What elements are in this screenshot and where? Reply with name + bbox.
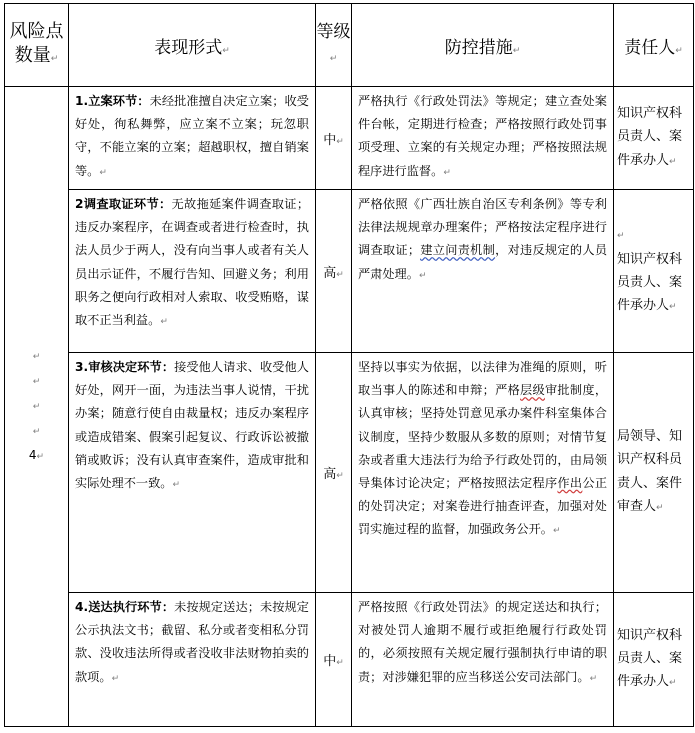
form-cell: 2调查取证环节：无故拖延案件调查取证；违反办案程序，在调查或者进行检查时，执法人员少于两人，没有向当事人或者有关人员出示证件，不履行告知、回避义务；利用职务之便向行政相对人索取、收受贿赂，谋取不正当利益。↵ (69, 190, 316, 353)
responsible-cell: 知识产权科员责人、案件承办人↵ (614, 593, 694, 727)
measures-cell: 坚持以事实为依据，以法律为准绳的原则，听取当事人的陈述和申辩；严格层级审批制度，认真审核；坚持处罚意见承办案件科室集体合议制度，坚持少数服从多数的原则；对情节复杂或者重大违法行为给予行政处罚的，由局领导集体讨论决定；严格按照法定程序作出公正的处罚决定；对案卷进行抽查评查，加强对处罚实施过程的监督，加强政务公开。↵ (352, 353, 614, 593)
table-row (5, 190, 694, 353)
form-cell: 4.送达执行环节：未按规定送达；未按规定公示执法文书；截留、私分或者变相私分罚款、没收违法所得或者没收非法财物拍卖的款项。↵ (69, 593, 316, 727)
table-row (5, 593, 694, 727)
table-row (5, 87, 694, 190)
header-risk-count: 风险点数量↵ (5, 4, 69, 87)
form-cell: 1.立案环节：未经批准擅自决定立案；收受好处，徇私舞弊，应立案不立案；玩忽职守，不能立案的立案；超越职权，擅自销案等。↵ (69, 87, 316, 190)
measures-cell: 严格依照《广西壮族自治区专利条例》等专利法律法规规章办理案件；严格按法定程序进行调查取证；建立问责机制，对违反规定的人员严肃处理。↵ (352, 190, 614, 353)
header-row (5, 4, 694, 87)
level-cell: 高↵ (316, 353, 352, 593)
responsible-cell: 知识产权科员责人、案件承办人↵ (614, 87, 694, 190)
measures-cell: 严格执行《行政处罚法》等规定；建立查处案件台帐，定期进行检查；严格按照行政处罚事项受理、立案的有关规定办理；严格按照法规程序进行监督。↵ (352, 87, 614, 190)
form-cell: 3.审核决定环节：接受他人请求、收受他人好处，网开一面，为违法当事人说情，干扰办案；随意行使自由裁量权；违反办案程序或造成错案、假案引起复议、行政诉讼被撤销或败诉；没有认真审查案件，造成审批和实际处理不一致。↵ (69, 353, 316, 593)
risk-control-table (4, 3, 694, 727)
table-row (5, 353, 694, 593)
level-cell: 中↵ (316, 593, 352, 727)
header-responsible: 责任人↵ (614, 4, 694, 87)
header-form: 表现形式↵ (69, 4, 316, 87)
responsible-cell: 局领导、知识产权科员责人、案件审查人↵ (614, 353, 694, 593)
measures-cell: 严格按照《行政处罚法》的规定送达和执行；对被处罚人逾期不履行或拒绝履行行政处罚的，必须按照有关规定履行强制执行申请的职责；对涉嫌犯罪的应当移送公安司法部门。↵ (352, 593, 614, 727)
header-measures: 防控措施↵ (352, 4, 614, 87)
header-level: 等级↵ (316, 4, 352, 87)
level-cell: 中↵ (316, 87, 352, 190)
level-cell: 高↵ (316, 190, 352, 353)
responsible-cell: ↵ 知识产权科员责人、案件承办人↵ (614, 190, 694, 353)
risk-count-cell: ↵ ↵ ↵ ↵ 4↵ (5, 87, 69, 727)
